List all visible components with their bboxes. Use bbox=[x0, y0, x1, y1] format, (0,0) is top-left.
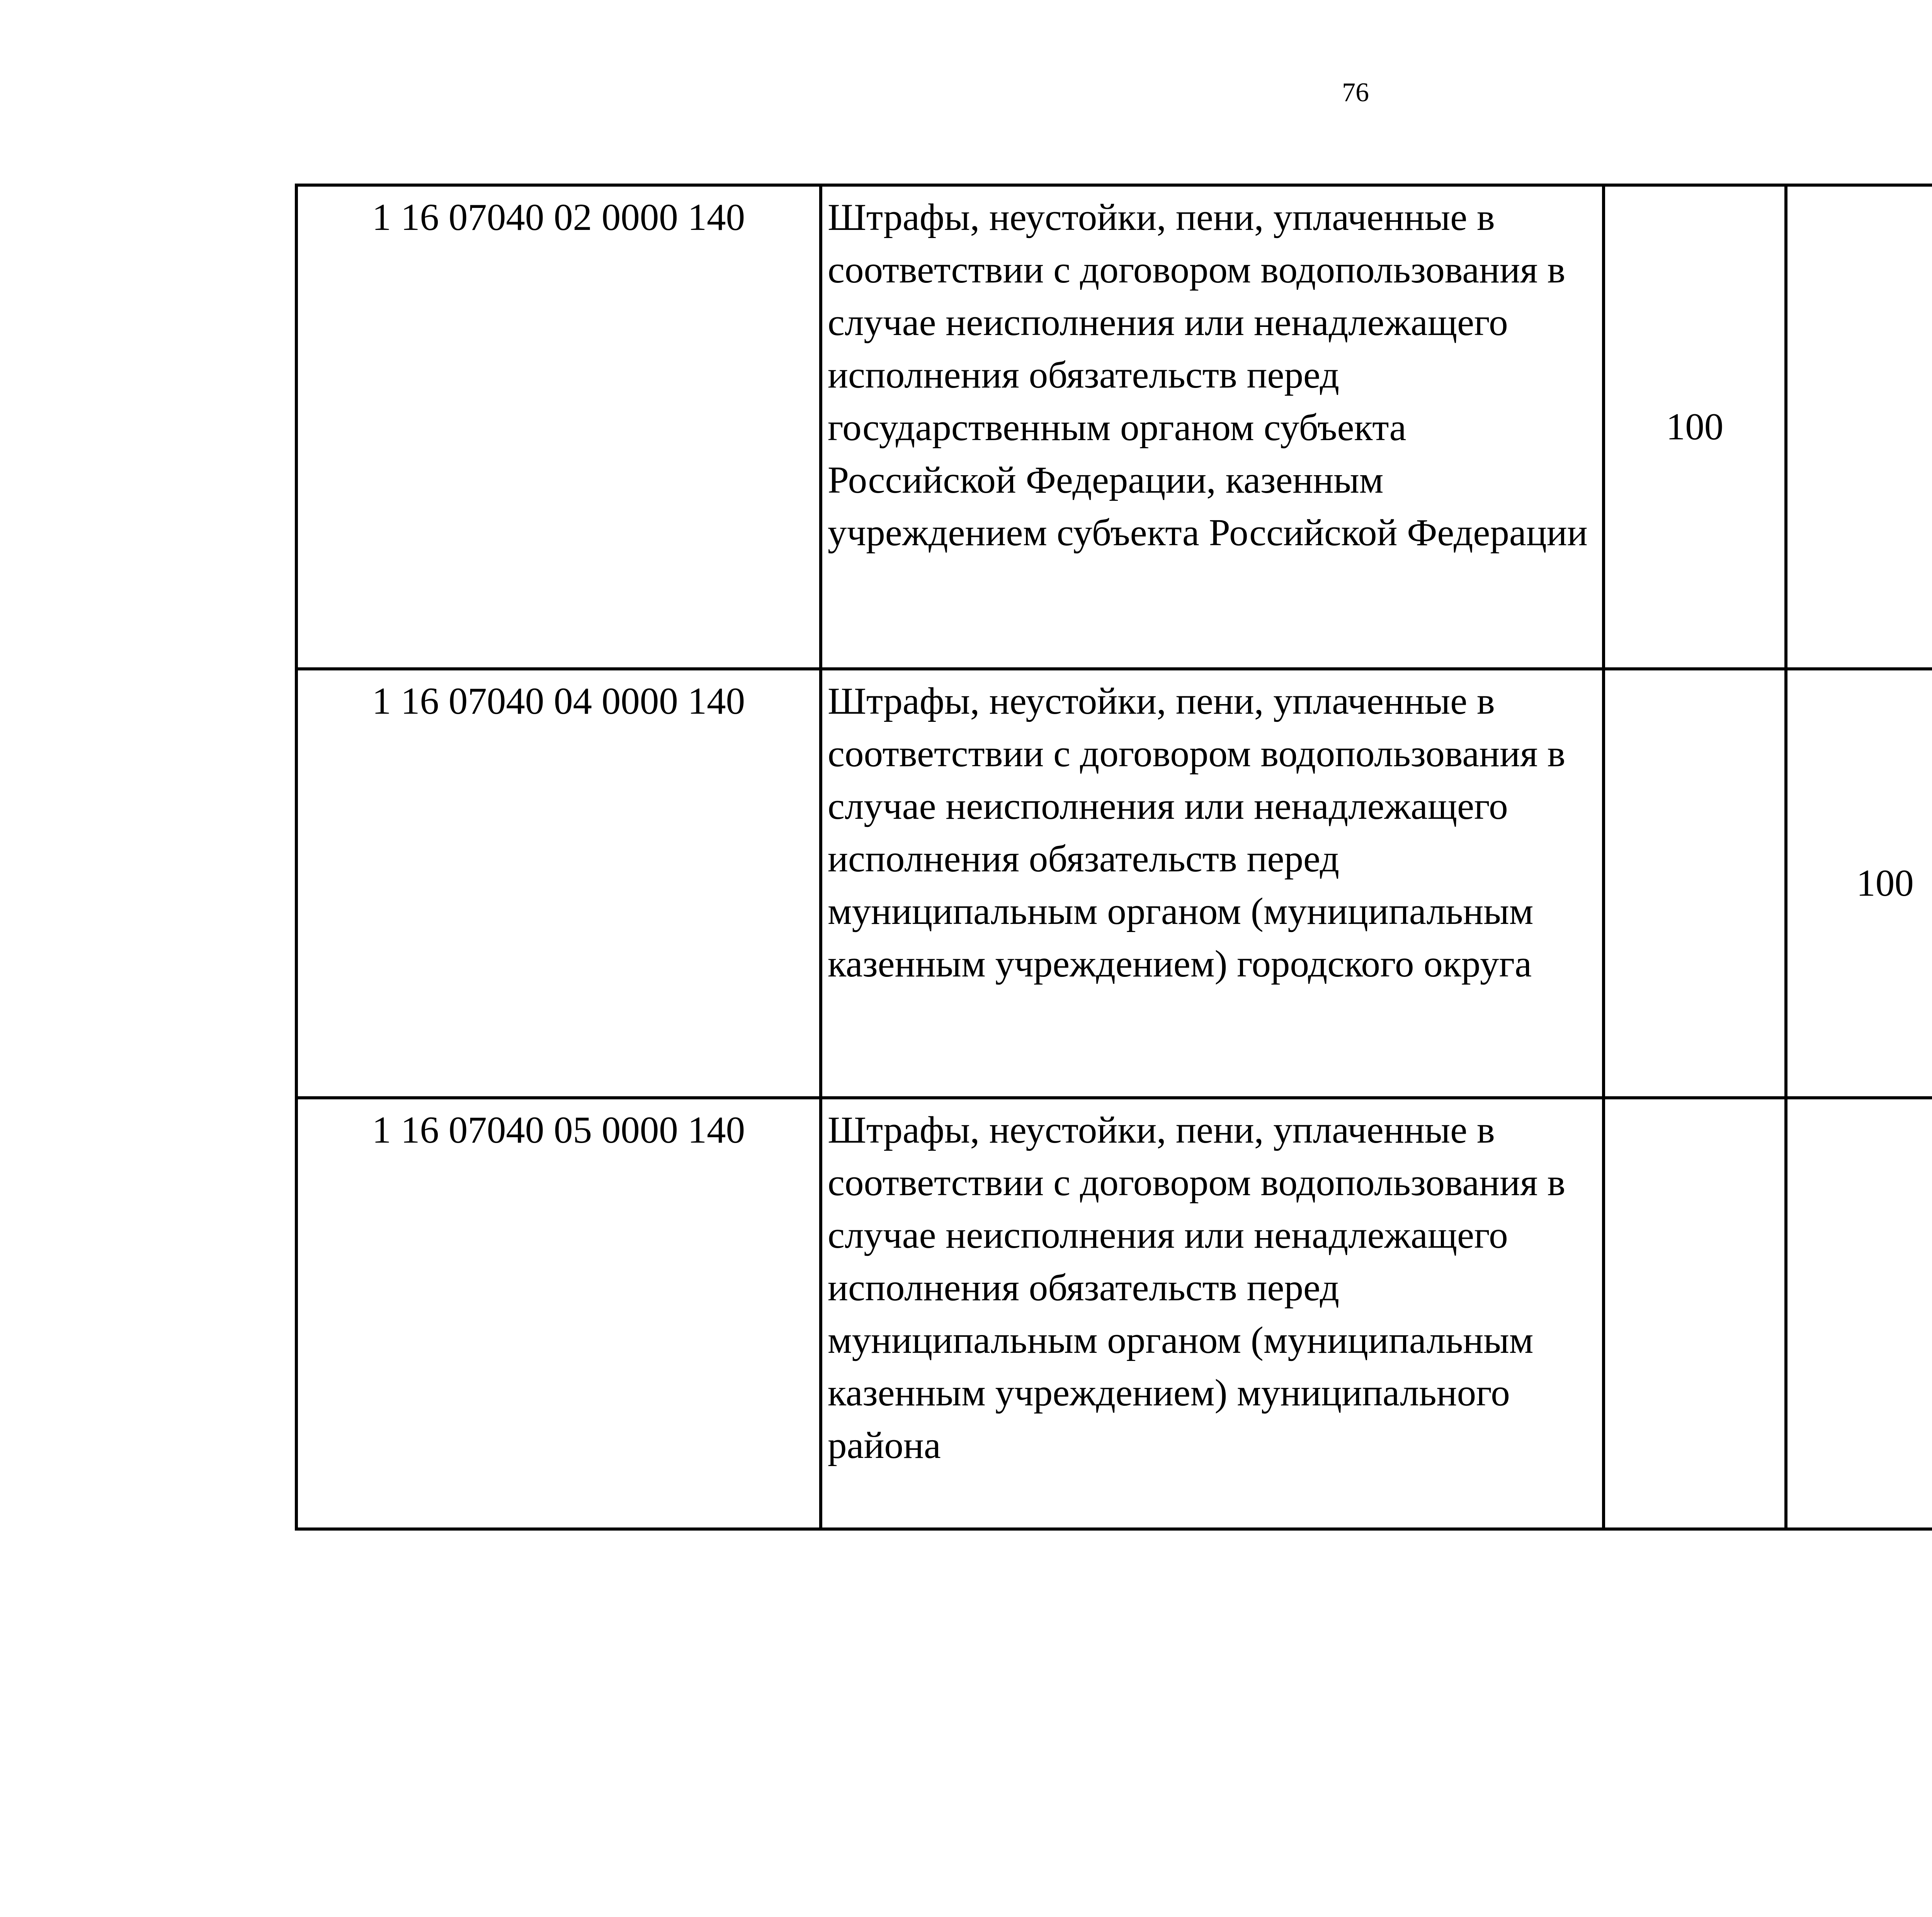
value-cell-col-2: 100 bbox=[1786, 669, 1932, 1098]
value-cell-col-2 bbox=[1786, 185, 1932, 669]
income-description-cell: Штрафы, неустойки, пени, уплаченные в соответствии с договором водопользования в случае неисполнения или ненадлежащего исполнения обязательств перед муниципальным органом (муниципальным казенным учреждением) муниципального района bbox=[821, 1098, 1604, 1529]
value-cell-col-1 bbox=[1604, 1098, 1786, 1529]
page-number: 76 bbox=[1342, 78, 1369, 107]
income-description-cell: Штрафы, неустойки, пени, уплаченные в соответствии с договором водопользования в случае неисполнения или ненадлежащего исполнения обязательств перед муниципальным органом (муниципальным казенным учреждением) городского округа bbox=[821, 669, 1604, 1098]
income-code-cell: 1 16 07040 05 0000 140 bbox=[296, 1098, 821, 1529]
value-cell-col-1: 100 bbox=[1604, 185, 1786, 669]
income-description-cell: Штрафы, неустойки, пени, уплаченные в соответствии с договором водопользования в случае неисполнения или ненадлежащего исполнения обязательств перед государственным органом субъекта Российской Федерации, казенным учреждением субъекта Российской Федерации bbox=[821, 185, 1604, 669]
income-code-cell: 1 16 07040 04 0000 140 bbox=[296, 669, 821, 1098]
table-row bbox=[296, 669, 1932, 1098]
value-cell-col-1 bbox=[1604, 669, 1786, 1098]
value-cell-col-2 bbox=[1786, 1098, 1932, 1529]
table-row bbox=[296, 1098, 1932, 1529]
budget-classification-table bbox=[295, 184, 1932, 1531]
table-row bbox=[296, 185, 1932, 669]
income-code-cell: 1 16 07040 02 0000 140 bbox=[296, 185, 821, 669]
